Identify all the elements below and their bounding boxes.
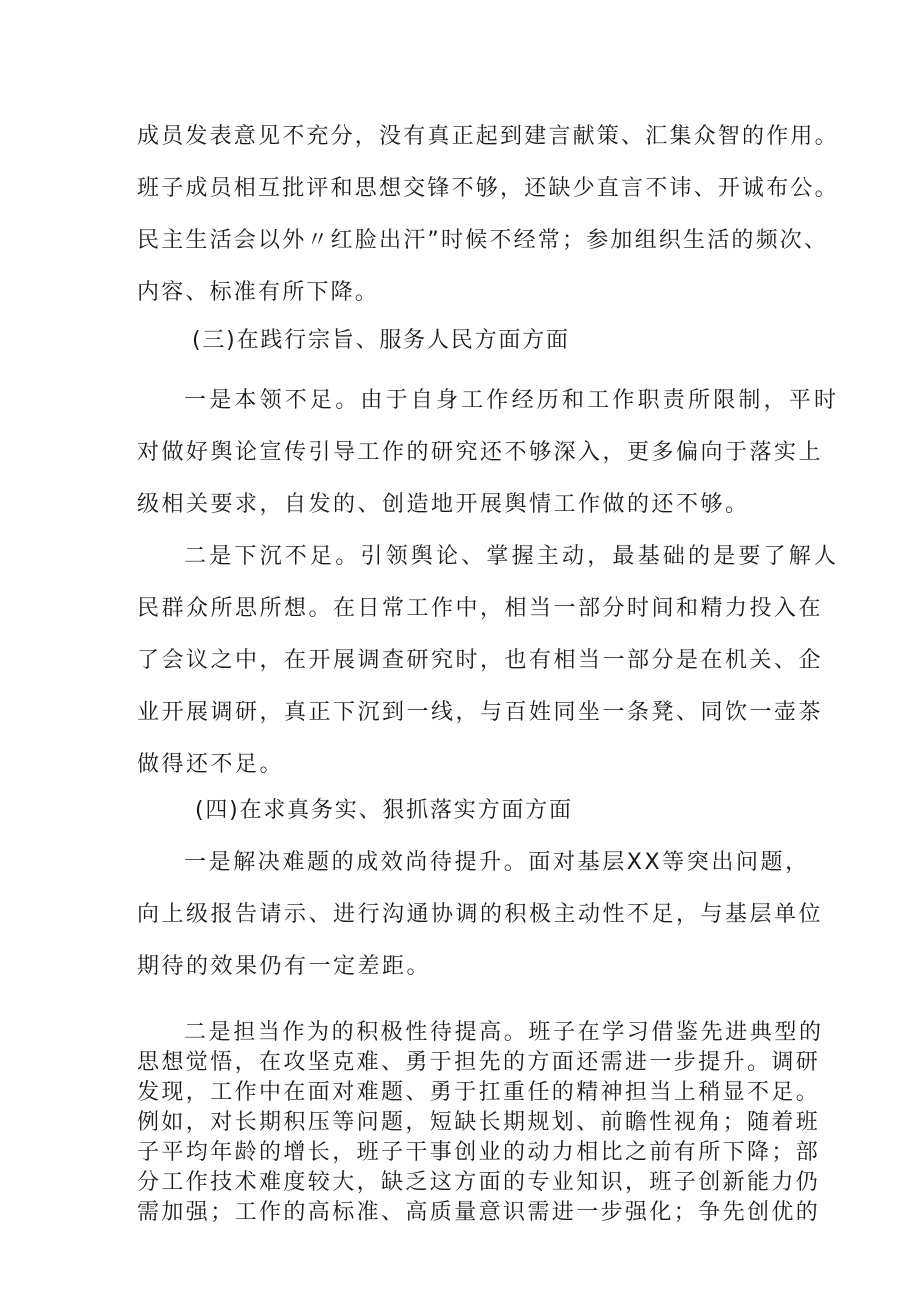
paragraph-line: 一是本领不足。由于自身工作经历和工作职责所限制，平时 xyxy=(184,388,840,413)
paragraph-line: 分工作技术难度较大，缺乏这方面的专业知识，班子创新能力仍 xyxy=(137,1170,821,1195)
paragraph-line: 民主生活会以外〃红脸出汗”时候不经常；参加组织生活的频次、 xyxy=(137,228,829,253)
paragraph-line: 一是解决难题的成效尚待提升。面对基层XX等突出问题， xyxy=(184,850,810,875)
section-heading-4: (四)在求真务实、狠抓落实方面方面 xyxy=(195,798,573,823)
paragraph-line: 二是担当作为的积极性待提高。班子在学习借鉴先进典型的 xyxy=(184,1020,824,1045)
paragraph-line: 内容、标准有所下降。 xyxy=(137,280,380,305)
paragraph-line: 做得还不足。 xyxy=(137,752,285,777)
paragraph-line: 期待的效果仍有一定差距。 xyxy=(137,954,432,979)
paragraph-line: 二是下沉不足。引领舆论、掌握主动，最基础的是要了解人 xyxy=(184,544,840,569)
paragraph-line: 了会议之中，在开展调查研究时，也有相当一部分是在机关、企 xyxy=(137,648,824,673)
paragraph-line: 发现，工作中在面对难题、勇于扛重任的精神担当上稍显不足。 xyxy=(137,1080,821,1105)
paragraph-line: 成员发表意见不充分，没有真正起到建言献策、汇集众智的作用。 xyxy=(137,124,839,149)
paragraph-line: 业开展调研，真正下沉到一线，与百姓同坐一条凳、同饮一壶茶 xyxy=(137,700,824,725)
paragraph-line: 需加强；工作的高标准、高质量意识需进一步强化；争先创优的 xyxy=(137,1200,821,1225)
paragraph-line: 级相关要求，自发的、创造地开展舆情工作做的还不够。 xyxy=(137,492,750,517)
paragraph-line: 向上级报告请示、进行沟通协调的积极主动性不足，与基层单位 xyxy=(137,902,824,927)
paragraph-line: 子平均年龄的增长，班子干事创业的动力相比之前有所下降；部 xyxy=(137,1140,821,1165)
paragraph-line: 班子成员相互批评和思想交锋不够，还缺少直言不讳、开诚布公。 xyxy=(137,176,839,201)
paragraph-line: 思想觉悟，在攻坚克难、勇于担先的方面还需进一步提升。调研 xyxy=(137,1050,821,1075)
paragraph-line: 民群众所思所想。在日常工作中，相当一部分时间和精力投入在 xyxy=(137,596,824,621)
paragraph-line: 例如，对长期积压等问题，短缺长期规划、前瞻性视角；随着班 xyxy=(137,1110,821,1135)
section-heading-3: (三)在践行宗旨、服务人民方面方面 xyxy=(192,328,570,353)
paragraph-line: 对做好舆论宣传引导工作的研究还不够深入，更多偏向于落实上 xyxy=(137,440,824,465)
